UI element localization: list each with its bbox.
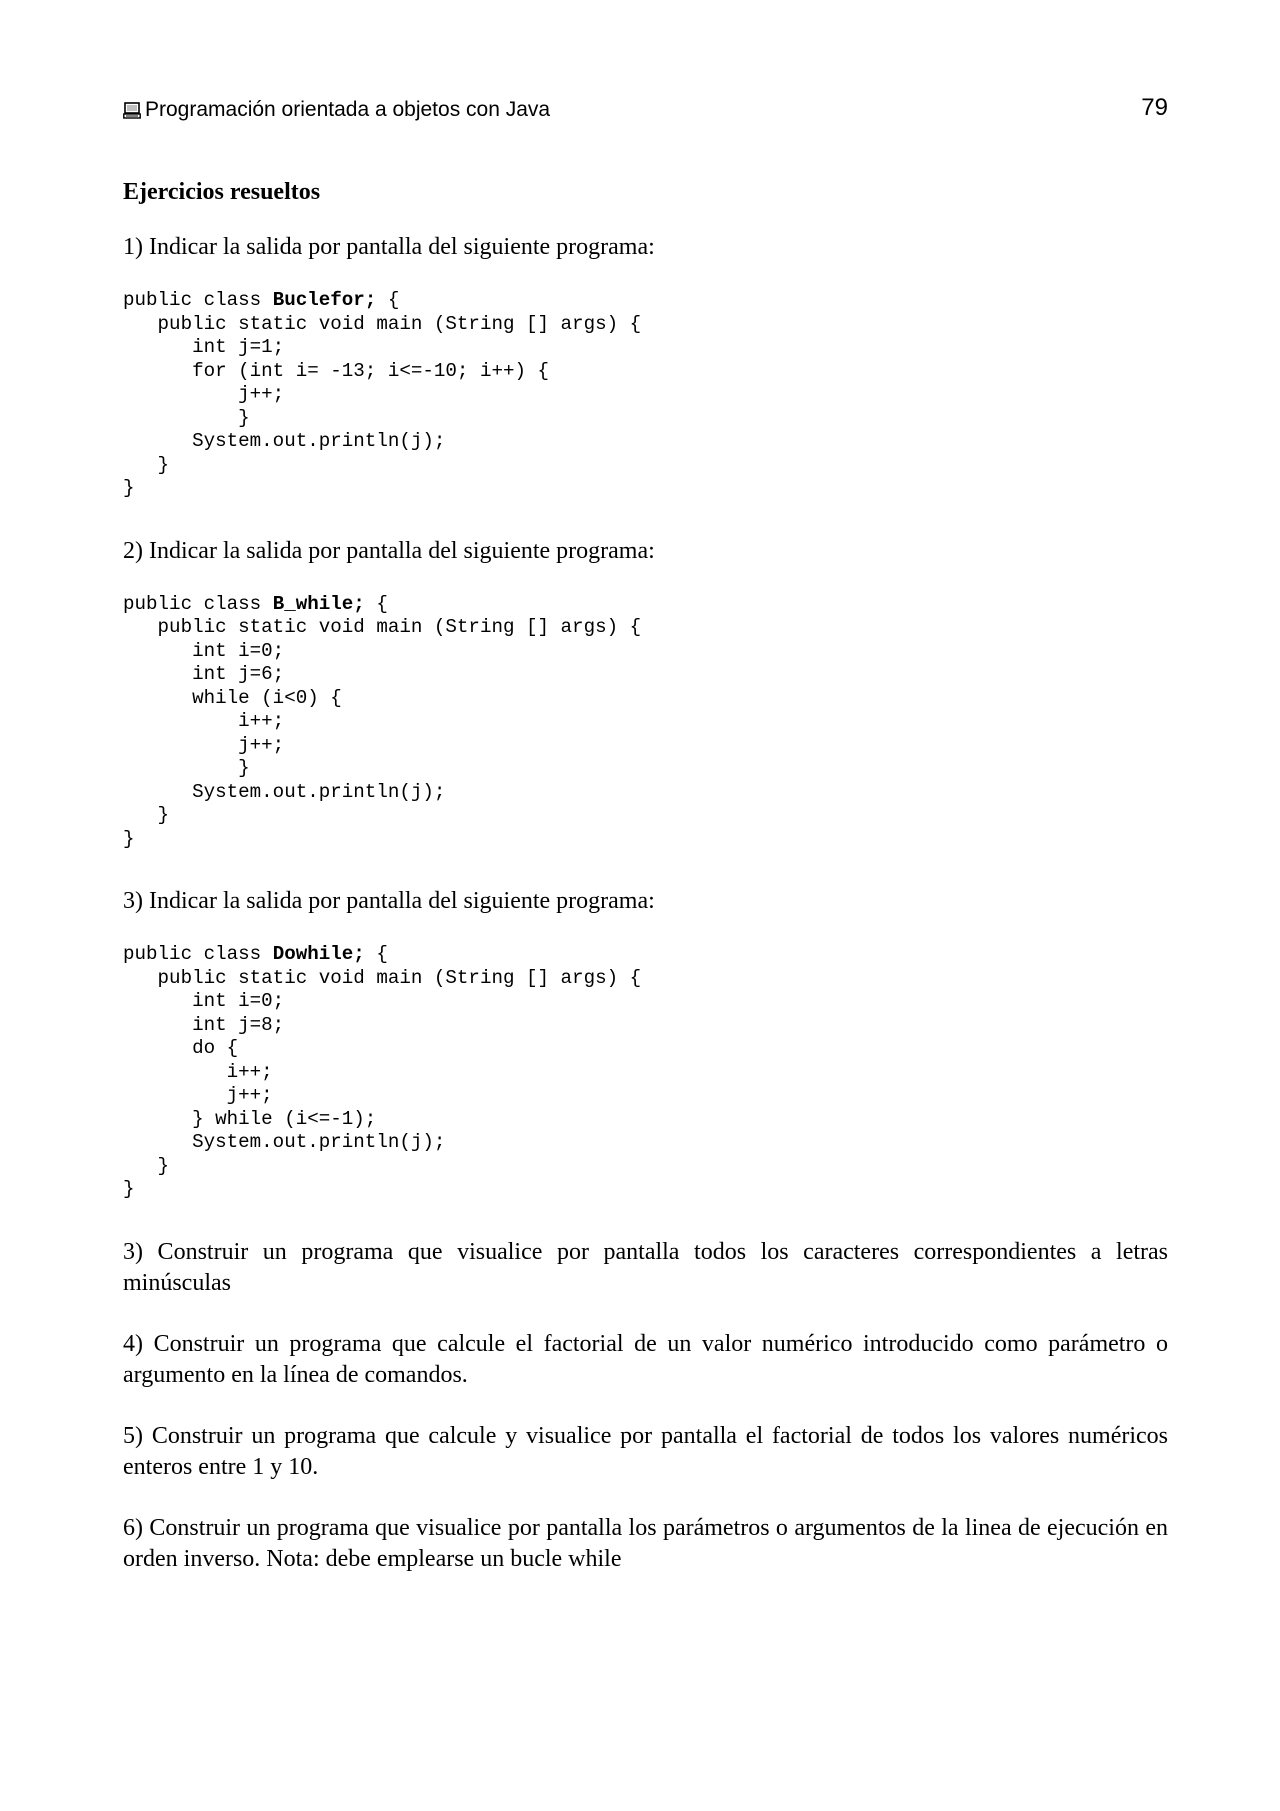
class-name: Dowhile; bbox=[272, 943, 365, 965]
header-title-wrap bbox=[123, 96, 550, 124]
task-paragraph: 3) Construir un programa que visualice por pantalla todos los caracteres correspondientes a letras minúsculas bbox=[123, 1238, 1168, 1296]
exercise-3-prompt: 3) Indicar la salida por pantalla del siguiente programa: bbox=[123, 888, 655, 914]
code-text: public class bbox=[123, 943, 273, 965]
task-paragraph: 5) Construir un programa que calcule y visualice por pantalla el factorial de todos los valores numéricos enteros entre 1 y 10. bbox=[123, 1422, 1168, 1480]
task-paragraph: 4) Construir un programa que calcule el factorial de un valor numérico introducido como parámetro o argumento en la línea de comandos. bbox=[123, 1330, 1168, 1388]
page-content bbox=[123, 176, 1168, 1605]
page-number: 79 bbox=[1141, 94, 1168, 121]
page-header bbox=[123, 96, 1168, 126]
code-text: public class bbox=[123, 592, 273, 615]
exercise-1-prompt: 1) Indicar la salida por pantalla del siguiente programa: bbox=[123, 234, 655, 260]
section-title: Ejercicios resueltos bbox=[123, 179, 321, 205]
class-name: B_while; bbox=[272, 592, 365, 615]
exercise-1-code bbox=[123, 289, 1168, 501]
exercise-2-code bbox=[123, 593, 1168, 852]
header-title: Programación orientada a objetos con Java bbox=[145, 98, 551, 121]
code-text: { public static void main (String [] args) { int i=0; int j=8; do { i++; j++; } while (i<=-1); System.out.println(j); } } bbox=[123, 943, 642, 1200]
exercise-2-prompt: 2) Indicar la salida por pantalla del siguiente programa: bbox=[123, 537, 655, 564]
code-text: { public static void main (String [] args) { int i=0; int j=6; while (i<0) { i++; j++; } System.out.println(j); } } bbox=[123, 592, 642, 850]
computer-icon bbox=[123, 102, 141, 119]
code-text: public class bbox=[123, 289, 273, 311]
exercise-3-code bbox=[123, 943, 1168, 1202]
task-paragraph: 6) Construir un programa que visualice por pantalla los parámetros o argumentos de la linea de ejecución en orden inverso. Nota: debe emplearse un bucle while bbox=[123, 1514, 1168, 1572]
code-text: { public static void main (String [] args) { int j=1; for (int i= -13; i<=-10; i++) { j++; } System.out.println(j); } } bbox=[123, 289, 642, 499]
class-name: Buclefor; bbox=[272, 289, 377, 311]
